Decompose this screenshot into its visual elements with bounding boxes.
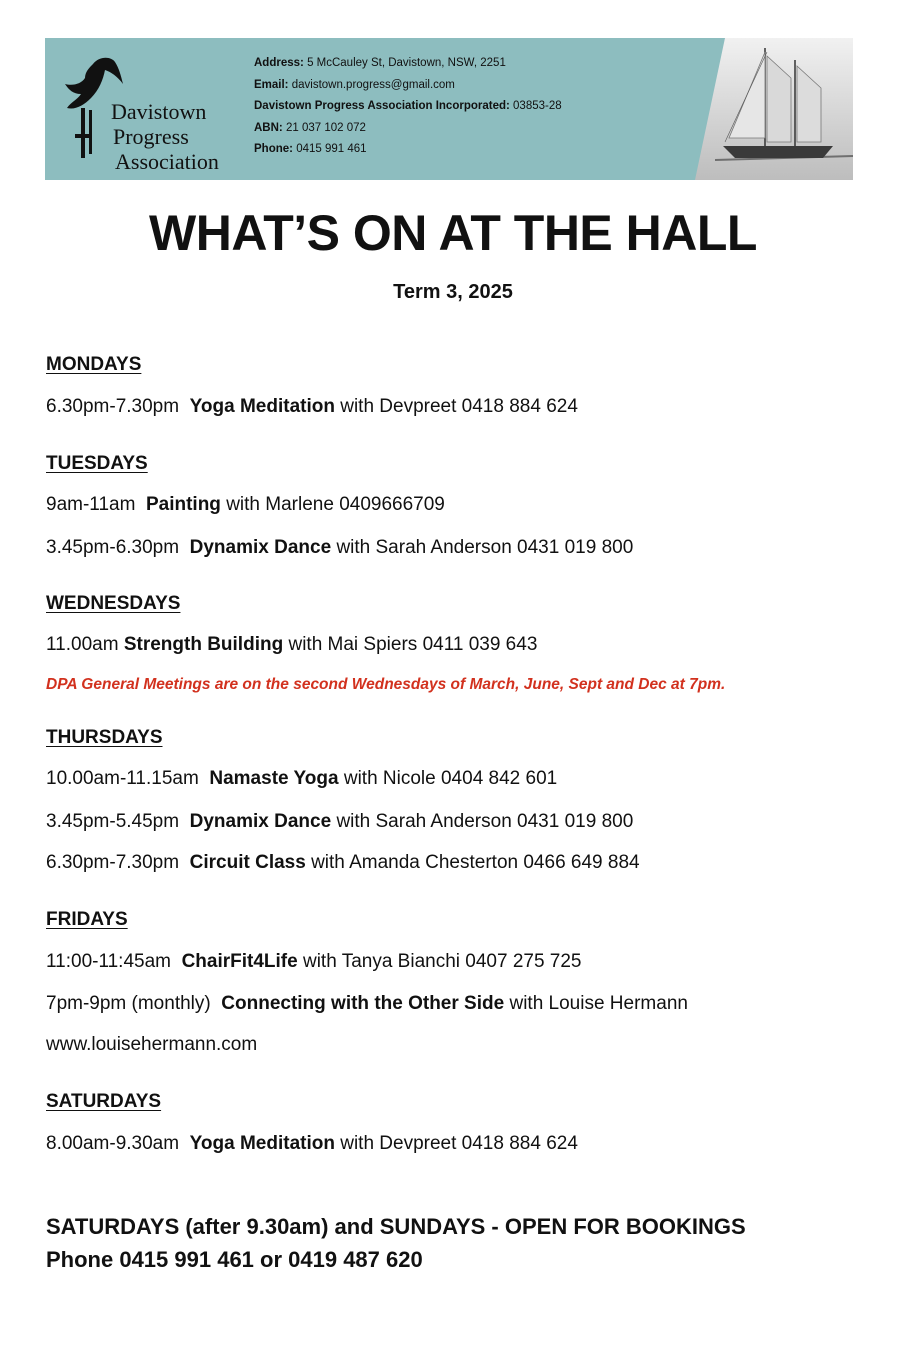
item-with: with Nicole 0404 842 601 [343,768,558,789]
address-label: Address: [254,57,304,69]
inc-value: 03853-28 [513,100,562,112]
schedule-item [46,852,640,874]
item-with: with Marlene 0409666709 [226,494,445,515]
item-time: 11:00-11:45am [46,951,171,972]
item-time: 6.30pm-7.30pm [46,852,180,873]
meeting-note: DPA General Meetings are on the second Wednesdays of March, June, Sept and Dec at 7pm. [46,676,726,693]
phone-label: Phone: [254,143,293,155]
inc-label: Davistown Progress Association Incorporated: [254,100,510,112]
item-with: with Sarah Anderson 0431 019 800 [336,811,634,832]
item-activity: Circuit Class [189,852,306,873]
item-with: with Devpreet 0418 884 624 [340,1133,578,1154]
item-with: with Amanda Chesterton 0466 649 884 [311,852,640,873]
day-heading-thursdays: THURSDAYS [46,727,163,748]
email-value[interactable]: davistown.progress@gmail.com [291,78,455,91]
logo-line3: Association [115,149,219,174]
contact-details [254,53,562,161]
schedule-item [46,811,633,833]
schedule-item [46,768,557,790]
bookings-line: SATURDAYS (after 9.30am) and SUNDAYS - OPEN FOR BOOKINGS [46,1214,746,1239]
term-label: Term 3, 2025 [393,281,513,303]
item-time: 6.30pm-7.30pm [46,396,180,417]
item-activity: Namaste Yoga [209,768,339,789]
dpa-logo [63,50,233,174]
item-time: 3.45pm-5.45pm [46,811,180,832]
item-time: 10.00am-11.15am [46,768,199,789]
schedule-item [46,396,578,418]
item-with: with Sarah Anderson 0431 019 800 [336,537,634,558]
schedule-item [46,1133,578,1155]
item-activity: Strength Building [123,634,284,655]
abn-value: 21 037 102 072 [285,121,366,134]
day-heading-tuesdays: TUESDAYS [46,453,148,474]
schedule-item [46,537,633,559]
header-banner [45,38,853,180]
website-link[interactable]: www.louisehermann.com [46,1034,258,1055]
item-time: 11.00am [46,634,119,655]
item-with: with Tanya Bianchi 0407 275 725 [302,951,582,972]
page-title: WHAT’S ON AT THE HALL [149,205,757,261]
item-time: 7pm-9pm (monthly) [46,993,211,1014]
address-value: 5 McCauley St, Davistown, NSW, 2251 [307,57,506,69]
day-heading-wednesdays: WEDNESDAYS [46,593,181,614]
item-activity: Dynamix Dance [189,537,332,558]
item-activity: Yoga Meditation [189,396,335,417]
day-heading-mondays: MONDAYS [46,354,142,375]
item-time: 3.45pm-6.30pm [46,537,180,558]
item-activity: Connecting with the Other Side [221,993,505,1014]
item-activity: Dynamix Dance [189,811,332,832]
item-time: 9am-11am [46,494,136,515]
abn-label: ABN: [254,121,283,134]
item-activity: Yoga Meditation [189,1133,335,1154]
item-activity: Painting [145,494,221,515]
phone-value: 0415 991 461 [296,143,367,155]
item-with: with Devpreet 0418 884 624 [340,396,578,417]
day-heading-saturdays: SATURDAYS [46,1091,162,1112]
item-with: with Louise Hermann [509,993,688,1014]
sailing-ship-image [695,38,853,180]
schedule-item [46,634,537,656]
logo-line1: Davistown [111,99,207,124]
schedule-item [46,494,445,516]
item-activity: ChairFit4Life [181,951,298,972]
email-label: Email: [254,78,289,91]
item-with: with Mai Spiers 0411 039 643 [288,634,538,655]
item-time: 8.00am-9.30am [46,1133,180,1154]
day-heading-fridays: FRIDAYS [46,909,128,930]
schedule-item [46,993,688,1015]
bookings-phone: Phone 0415 991 461 or 0419 487 620 [46,1247,423,1272]
logo-line2: Progress [113,124,189,149]
schedule-item [46,951,582,973]
